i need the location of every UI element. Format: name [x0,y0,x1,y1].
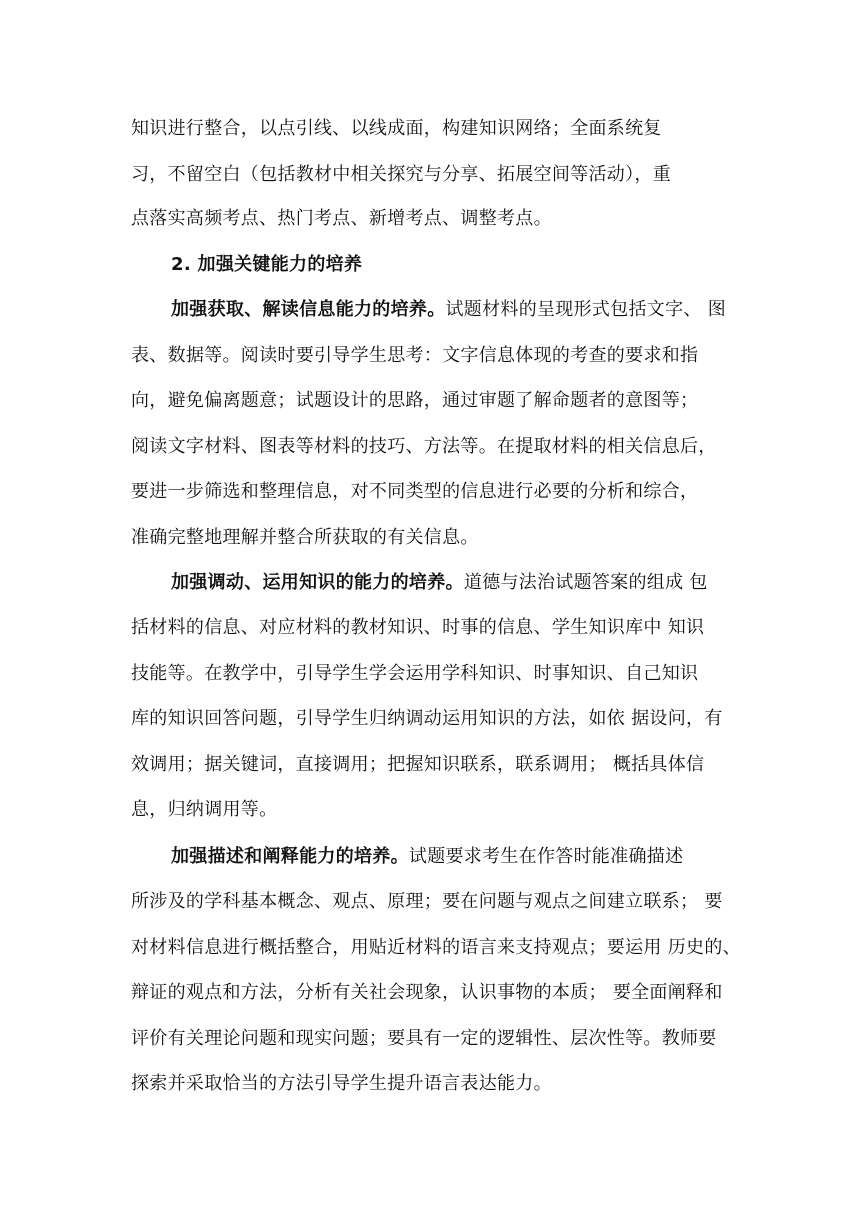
text-line: 技能等。在教学中，引导学生学会运用学科知识、时事知识、自己知识 [131,663,699,684]
text-line: 辩证的观点和方法，分析有关社会现象，认识事物的本质； 要全面阐释和 [131,982,723,1003]
paragraph-lead: 加强描述和阐释能力的培养。 [171,846,409,867]
paragraph-lead-text: 道德与法治试题答案的组成 包 [463,572,708,593]
text-line: 息，归纳调用等。 [131,799,278,820]
paragraph-lead-line [171,571,708,595]
text-line: 括材料的信息、对应材料的教材知识、时事的信息、学生知识库中 知识 [131,617,705,638]
paragraph-lead-text: 试题要求考生在作答时能准确描述 [408,846,684,867]
text-line: 点落实高频考点、热门考点、新增考点、调整考点。 [131,208,552,229]
text-line: 库的知识回答问题，引导学生归纳调动运用知识的方法，如依 据设问，有 [131,708,723,729]
text-line: 习，不留空白（包括教材中相关探究与分享、拓展空间等活动），重 [131,164,671,185]
text-line: 阅读文字材料、图表等材料的技巧、方法等。在提取材料的相关信息后， [131,436,717,457]
paragraph-lead-line [171,845,683,869]
text-line: 效调用；据关键词，直接调用；把握知识联系，联系调用； 概括具体信 [131,754,705,775]
text-line: 探索并采取恰当的方法引导学生提升语言表达能力。 [131,1073,552,1094]
paragraph-lead-text: 试题材料的呈现形式包括文字、 图 [445,299,727,320]
paragraph-lead: 加强获取、解读信息能力的培养。 [171,299,446,320]
text-line: 向，避免偏离题意；试题设计的思路，通过审题了解命题者的意图等； [131,390,699,411]
text-line: 评价有关理论问题和现实问题；要具有一定的逻辑性、层次性等。教师要 [131,1028,717,1049]
text-line: 要进一步筛选和整理信息，对不同类型的信息进行必要的分析和综合， [131,481,699,502]
text-line: 对材料信息进行概括整合，用贴近材料的语言来支持观点；要运用 历史的、 [131,937,741,958]
text-line: 知识进行整合，以点引线、以线成面，构建知识网络；全面系统复 [131,118,662,139]
text-line: 所涉及的学科基本概念、观点、原理；要在问题与观点之间建立联系； 要 [131,891,723,912]
text-line: 表、数据等。阅读时要引导学生思考：文字信息体现的考查的要求和指 [131,345,699,366]
paragraph-lead-line [171,298,726,322]
paragraph-lead: 加强调动、运用知识的能力的培养。 [171,572,464,593]
text-line: 准确完整地理解并整合所获取的有关信息。 [131,527,479,548]
section-heading: 2. 加强关键能力的培养 [171,254,363,275]
